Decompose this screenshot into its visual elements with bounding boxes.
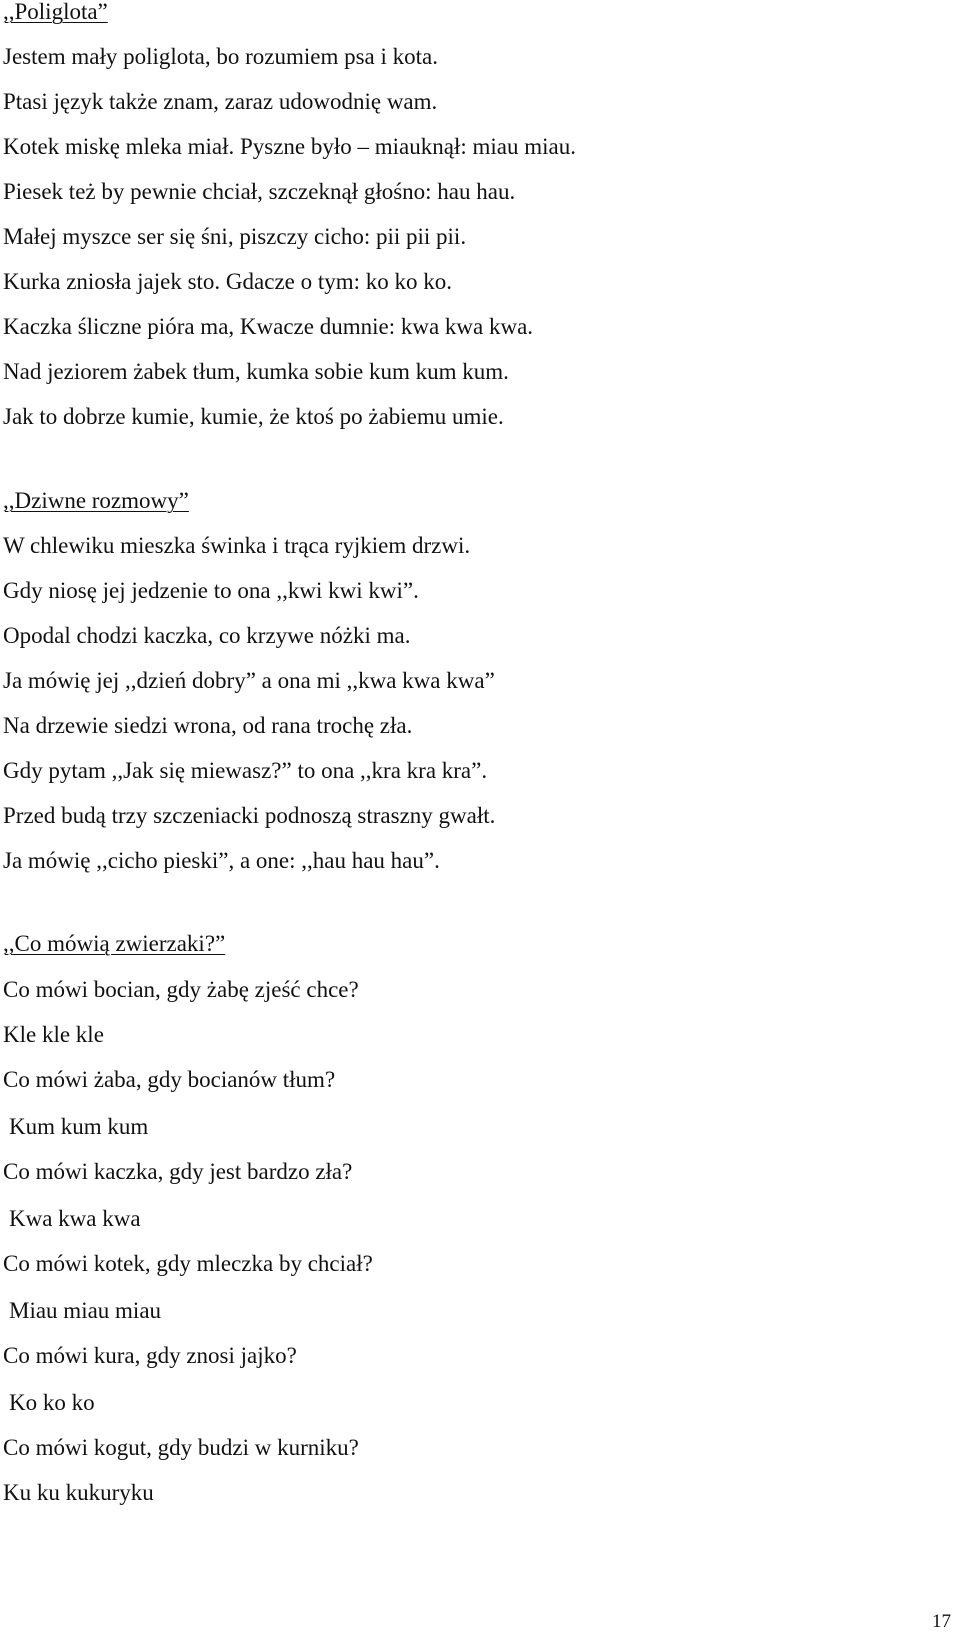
poem-line: Kaczka śliczne pióra ma, Kwacze dumnie: kwa kwa kwa. [3,314,534,339]
poem-line: Opodal chodzi kaczka, co krzywe nóżki ma. [3,623,411,648]
answer-line: Miau miau miau [9,1298,162,1323]
answer-line: Ku ku kukuryku [3,1480,154,1505]
poem-line: Ja mówię jej ,,dzień dobry” a ona mi ,,kwa kwa kwa” [3,668,495,693]
answer-line: Ko ko ko [9,1390,95,1415]
poem-line: W chlewiku mieszka świnka i trąca ryjkiem drzwi. [3,533,471,558]
poem-line: Gdy niosę jej jedzenie to ona ,,kwi kwi kwi”. [3,578,419,603]
poem-line: Przed budą trzy szczeniacki podnoszą straszny gwałt. [3,803,496,828]
question-line: Co mówi kotek, gdy mleczka by chciał? [3,1251,373,1276]
answer-line: Kwa kwa kwa [9,1206,141,1231]
poem-title-co-mowia-zwierzaki: ,,Co mówią zwierzaki?” [3,931,226,956]
question-line: Co mówi kogut, gdy budzi w kurniku? [3,1435,359,1460]
question-line: Co mówi kura, gdy znosi jajko? [3,1343,297,1368]
question-line: Co mówi bocian, gdy żabę zjeść chce? [3,977,359,1002]
question-line: Co mówi żaba, gdy bocianów tłum? [3,1067,336,1092]
answer-line: Kle kle kle [3,1022,104,1047]
poem-line: Na drzewie siedzi wrona, od rana trochę zła. [3,713,413,738]
poem-line: Małej myszce ser się śni, piszczy cicho: pii pii pii. [3,224,467,249]
poem-line: Jestem mały poliglota, bo rozumiem psa i kota. [3,44,439,69]
page-number: 17 [932,1611,951,1632]
question-line: Co mówi kaczka, gdy jest bardzo zła? [3,1159,353,1184]
poem-line: Ja mówię ,,cicho pieski”, a one: ,,hau hau hau”. [3,848,440,873]
poem-line: Kurka zniosła jajek sto. Gdacze o tym: ko ko ko. [3,269,453,294]
answer-line: Kum kum kum [9,1114,149,1139]
poem-line: Piesek też by pewnie chciał, szczeknął głośno: hau hau. [3,179,516,204]
poem-title-poliglota: ,,Poliglota” [3,0,108,24]
poem-line: Gdy pytam ,,Jak się miewasz?” to ona ,,kra kra kra”. [3,758,488,783]
poem-title-dziwne-rozmowy: ,,Dziwne rozmowy” [3,488,189,513]
poem-line: Jak to dobrze kumie, kumie, że ktoś po żabiemu umie. [3,404,504,429]
poem-line: Nad jeziorem żabek tłum, kumka sobie kum kum kum. [3,359,509,384]
poem-line: Kotek miskę mleka miał. Pyszne było – miauknął: miau miau. [3,134,576,159]
poem-line: Ptasi język także znam, zaraz udowodnię wam. [3,89,438,114]
